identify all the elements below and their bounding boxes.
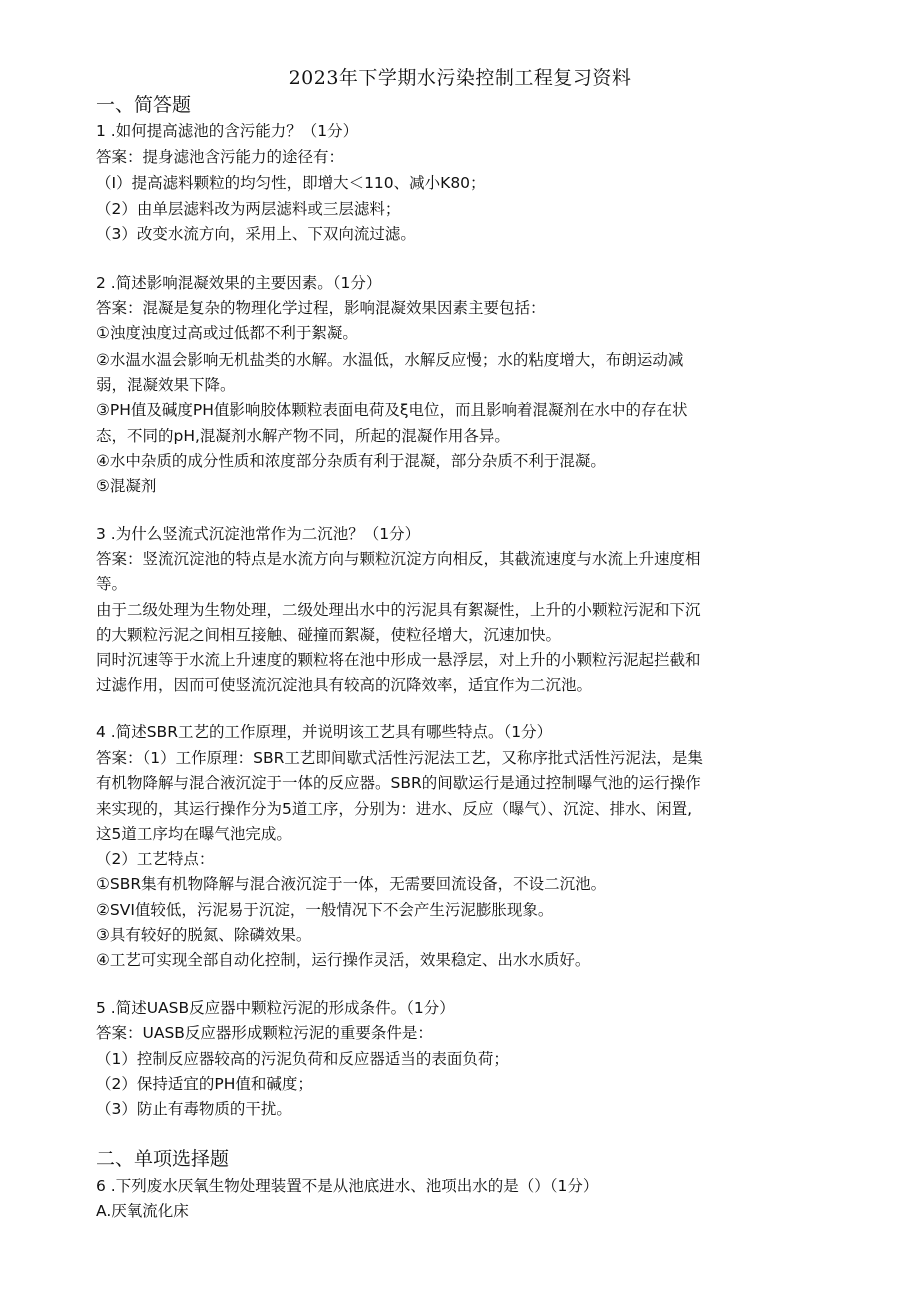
answer-3-line: 等。 <box>96 575 128 593</box>
answer-5-point: （3）防止有毒物质的干扰。 <box>96 1100 292 1118</box>
answer-3-line: 过滤作用，因而可使竖流沉淀池具有较高的沉降效率，适宜作为二沉池。 <box>96 676 593 694</box>
question-1: 1 .如何提高滤池的含污能力？（1分） <box>96 122 359 140</box>
answer-4-line: 有机物降解与混合液沉淀于一体的反应器。SBR的间歇运行是通过控制曝气池的运行操作 <box>96 774 701 792</box>
answer-4-line: 来实现的，其运行操作分为5道工序，分别为：进水、反应（曝气）、沉淀、排水、闲置, <box>96 800 693 818</box>
question-4: 4 .简述SBR工艺的工作原理，并说明该工艺具有哪些特点。（1分） <box>96 723 553 741</box>
answer-5-intro: 答案：UASB反应器形成颗粒污泥的重要条件是： <box>96 1024 433 1042</box>
answer-4-line: ②SVI值较低，污泥易于沉淀，一般情况下不会产生污泥膨胀现象。 <box>96 901 554 919</box>
answer-1-point: （3）改变水流方向，采用上、下双向流过滤。 <box>96 225 416 243</box>
answer-1-intro: 答案：提身滤池含污能力的途径有： <box>96 148 345 166</box>
answer-2-line: 态，不同的pH,混凝剂水解产物不同，所起的混凝作用各异。 <box>96 427 510 445</box>
answer-3-line: 答案：竖流沉淀池的特点是水流方向与颗粒沉淀方向相反，其截流速度与水流上升速度相 <box>96 550 701 568</box>
answer-2-line: ④水中杂质的成分性质和浓度部分杂质有利于混凝，部分杂质不利于混凝。 <box>96 452 606 470</box>
answer-3-line: 的大颗粒污泥之间相互接触、碰撞而絮凝，使粒径增大，沉速加快。 <box>96 626 562 644</box>
question-6: 6 .下列废水厌氧生物处理装置不是从池底进水、池项出水的是（）（1分） <box>96 1177 599 1195</box>
answer-4-line: 答案：（1）工作原理：SBR工艺即间歇式活性污泥法工艺，又称序批式活性污泥法，是集 <box>96 749 703 767</box>
answer-4-line: ④工艺可实现全部自动化控制，运行操作灵活，效果稳定、出水水质好。 <box>96 951 591 969</box>
answer-4-line: 这5道工序均在曝气池完成。 <box>96 825 292 843</box>
answer-3-line: 由于二级处理为生物处理，二级处理出水中的污泥具有絮凝性，上升的小颗粒污泥和下沉 <box>96 601 701 619</box>
answer-4-line: ①SBR集有机物降解与混合液沉淀于一体，无需要回流设备，不设二沉池。 <box>96 875 607 893</box>
question-6-option-a: A.厌氧流化床 <box>96 1202 189 1220</box>
document-title: 2023年下学期水污染控制工程复习资料 <box>288 67 632 89</box>
question-3: 3 .为什么竖流式沉淀池常作为二沉池？（1分） <box>96 525 421 543</box>
answer-2-line: ⑤混凝剂 <box>96 477 157 495</box>
answer-5-point: （2）保持适宜的PH值和碱度； <box>96 1075 313 1093</box>
question-2: 2 .简述影响混凝效果的主要因素。（1分） <box>96 274 382 292</box>
answer-2-line: ①浊度浊度过高或过低都不利于絮凝。 <box>96 324 358 342</box>
answer-1-point: （2）由单层滤料改为两层滤料或三层滤料； <box>96 200 401 218</box>
answer-2-line: ③PH值及碱度PH值影响胶体颗粒表面电荷及ξ电位，而且影响着混凝剂在水中的存在状 <box>96 401 688 419</box>
section-heading-single-choice: 二、单项选择题 <box>96 1148 230 1170</box>
answer-2-line: 弱，混凝效果下降。 <box>96 376 236 394</box>
answer-1-point: （I）提高滤料颗粒的均匀性，即增大＜110、减小K80； <box>96 174 486 192</box>
question-5: 5 .简述UASB反应器中颗粒污泥的形成条件。（1分） <box>96 999 455 1017</box>
answer-5-point: （1）控制反应器较高的污泥负荷和反应器适当的表面负荷； <box>96 1050 509 1068</box>
answer-2-line: ②水温水温会影响无机盐类的水解。水温低，水解反应慢；水的粘度增大，布朗运动减 <box>96 351 684 369</box>
answer-4-line: （2）工艺特点： <box>96 850 215 868</box>
answer-2-intro: 答案：混凝是复杂的物理化学过程，影响混凝效果因素主要包括： <box>96 299 546 317</box>
section-heading-short-answer: 一、简答题 <box>96 94 192 116</box>
answer-3-line: 同时沉速等于水流上升速度的颗粒将在池中形成一悬浮层，对上升的小颗粒污泥起拦截和 <box>96 651 701 669</box>
answer-4-line: ③具有较好的脱氮、除磷效果。 <box>96 926 312 944</box>
